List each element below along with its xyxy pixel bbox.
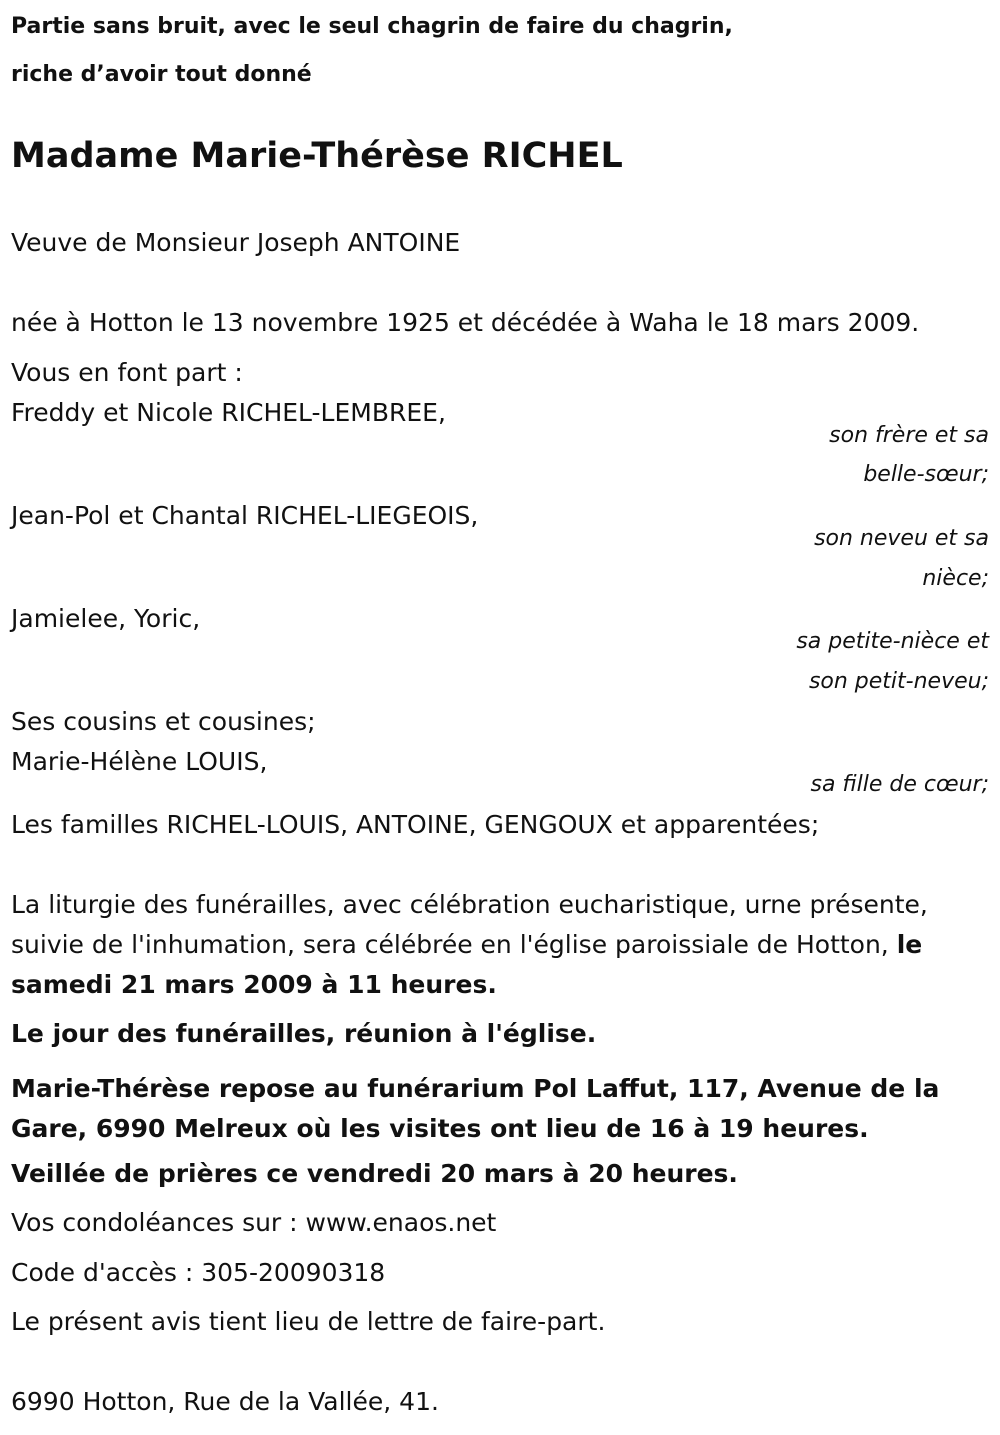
widow-of: Veuve de Monsieur Joseph ANTOINE bbox=[11, 228, 461, 257]
cousins: Ses cousins et cousines; bbox=[11, 707, 316, 736]
condolences: Vos condoléances sur : www.enaos.net bbox=[11, 1208, 497, 1237]
notice: Le présent avis tient lieu de lettre de faire-part. bbox=[11, 1307, 606, 1336]
family-relation: belle-sœur; bbox=[863, 462, 989, 487]
family-relation: nièce; bbox=[922, 566, 989, 591]
epigraph-line-1: Partie sans bruit, avec le seul chagrin de faire du chagrin, bbox=[11, 14, 733, 39]
family-member-names: Jean-Pol et Chantal RICHEL-LIEGEOIS, bbox=[11, 501, 479, 530]
special-person-names: Marie-Hélène LOUIS, bbox=[11, 747, 268, 776]
epigraph-line-2: riche d’avoir tout donné bbox=[11, 62, 312, 87]
special-person-relation: sa fille de cœur; bbox=[810, 772, 989, 797]
family-relation: sa petite-nièce et bbox=[796, 629, 989, 654]
liturgy-paragraph bbox=[11, 885, 989, 1005]
family-relation: son petit-neveu; bbox=[808, 669, 989, 694]
announcers-intro: Vous en font part : bbox=[11, 358, 243, 387]
liturgy-date: le samedi 21 mars 2009 à 11 heures. bbox=[11, 930, 923, 999]
access-code: Code d'accès : 305-20090318 bbox=[11, 1258, 386, 1287]
birth-death: née à Hotton le 13 novembre 1925 et décédée à Waha le 18 mars 2009. bbox=[11, 308, 920, 337]
vigil-note: Veillée de prières ce vendredi 20 mars à 20 heures. bbox=[11, 1159, 738, 1188]
repose-note: Marie-Thérèse repose au funérarium Pol Laffut, 117, Avenue de la Gare, 6990 Melreux où les visites ont lieu de 16 à 19 heures. bbox=[11, 1074, 940, 1143]
liturgy-text: La liturgie des funérailles, avec célébration eucharistique, urne présente, suivie de l'inhumation, sera célébrée en l'église paroissiale de Hotton, bbox=[11, 890, 928, 959]
family-relation: son neveu et sa bbox=[814, 526, 989, 551]
meeting-note: Le jour des funérailles, réunion à l'église. bbox=[11, 1019, 597, 1048]
family-relation: son frère et sa bbox=[829, 423, 989, 448]
family-member-names: Freddy et Nicole RICHEL-LEMBREE, bbox=[11, 398, 446, 427]
families: Les familles RICHEL-LOUIS, ANTOINE, GENGOUX et apparentées; bbox=[11, 810, 820, 839]
deceased-name: Madame Marie-Thérèse RICHEL bbox=[11, 136, 623, 176]
address: 6990 Hotton, Rue de la Vallée, 41. bbox=[11, 1387, 439, 1416]
family-member-names: Jamielee, Yoric, bbox=[11, 604, 201, 633]
